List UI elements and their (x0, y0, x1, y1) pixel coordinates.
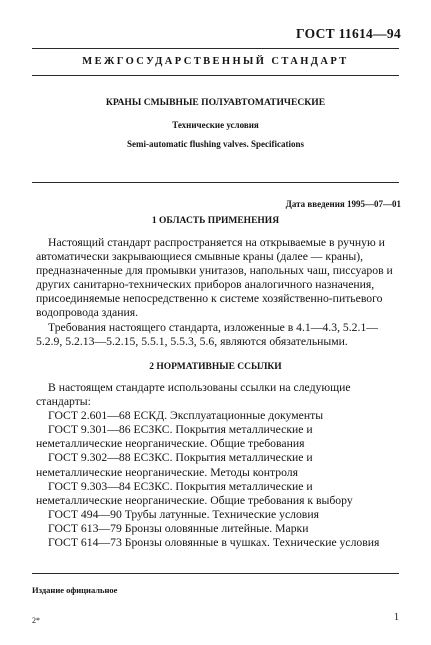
footer-rule (32, 573, 399, 574)
reference-item: ГОСТ 494—90 Трубы латунные. Технические условия (48, 507, 319, 521)
section-heading: 2 НОРМАТИВНЫЕ ССЫЛКИ (149, 362, 282, 372)
banner-rule (32, 75, 399, 76)
folio-mark: 2* (32, 616, 40, 625)
reference-item: ГОСТ 2.601—68 ЕСКД. Эксплуатационные документы (48, 409, 324, 423)
paragraph: В настоящем стандарте использованы ссылки на следующие стандарты: (36, 381, 351, 409)
references-list (36, 381, 398, 550)
reference-item: ГОСТ 613—79 Бронзы оловянные литейные. Марки (48, 521, 309, 535)
reference-item: ГОСТ 9.303—84 ЕСЗКС. Покрытия металлические и неметаллические неорганические. Общие требования к выбору (36, 479, 353, 507)
page-number: 1 (394, 612, 399, 623)
paragraph: Требования настоящего стандарта, изложенные в 4.1—4.3, 5.2.1—5.2.9, 5.2.13—5.2.15, 5.5.1, 5.5.3, 5.6, являются обязательными. (36, 320, 378, 348)
header-rule (32, 48, 399, 49)
standard-banner: МЕЖГОСУДАРСТВЕННЫЙ СТАНДАРТ (82, 56, 349, 67)
edition-note: Издание официальное (32, 585, 118, 595)
document-title: КРАНЫ СМЫВНЫЕ ПОЛУАВТОМАТИЧЕСКИЕ (105, 97, 326, 108)
document-title-english: Semi-automatic flushing valves. Specifications (127, 139, 304, 149)
document-subtitle: Технические условия (172, 120, 259, 130)
title-block-rule (32, 182, 399, 183)
paragraph: Настоящий стандарт распространяется на открываемые в ручную и автоматически закрывающиеся смывные краны (далее — краны), предназначенные для промывки унитазов, напольных чаш, писсуаров и других санитарно-технических приборов аналогичного назначения, присоединяемые непосредственно к системе хозяйственно-питьевого водопровода здания. (36, 236, 393, 320)
section-body (36, 236, 398, 349)
reference-item: ГОСТ 9.302—88 ЕСЗКС. Покрытия металлические и неметаллические неорганические. Методы контроля (36, 451, 313, 479)
standard-code: ГОСТ 11614—94 (296, 26, 401, 41)
introduction-date: Дата введения 1995—07—01 (285, 199, 401, 209)
reference-item: ГОСТ 9.301—86 ЕСЗКС. Покрытия металлические и неметаллические неорганические. Общие требования (36, 423, 313, 451)
section-heading: 1 ОБЛАСТЬ ПРИМЕНЕНИЯ (151, 216, 280, 226)
reference-item: ГОСТ 614—73 Бронзы оловянные в чушках. Технические условия (48, 536, 380, 550)
